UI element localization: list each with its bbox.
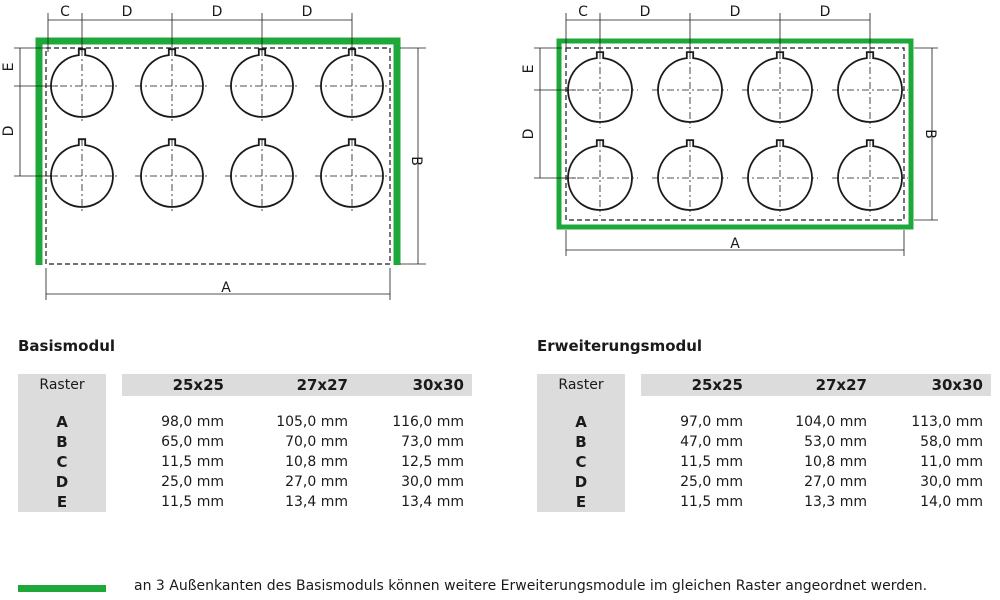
erw-dim-d1: D: [639, 4, 651, 20]
row-label: D: [18, 472, 106, 492]
erw-dim-d-vertical: D: [521, 128, 537, 140]
cell-value: 13,4 mm: [401, 494, 464, 510]
size-header: 27x27: [232, 374, 356, 396]
basis-cutouts: [45, 49, 389, 213]
cell-value: 14,0 mm: [920, 494, 983, 510]
row-label: C: [537, 452, 625, 472]
row-label: B: [18, 432, 106, 452]
cell-value: 27,0 mm: [285, 474, 348, 490]
basis-dim-d1: D: [121, 4, 133, 20]
basis-dim-c: C: [60, 4, 70, 20]
basismodul-title: Basismodul: [18, 337, 116, 355]
round-cutout: [832, 140, 908, 216]
table-row: [537, 452, 991, 472]
basismodul-table: [18, 374, 472, 512]
cell-value: 30,0 mm: [920, 474, 983, 490]
cell-value: 113,0 mm: [911, 414, 983, 430]
legend-text: an 3 Außenkanten des Basismoduls können weitere Erweiterungsmodule im gleichen Raster angeordnet werden.: [134, 578, 928, 594]
cell-value: 73,0 mm: [401, 434, 464, 450]
table-row: [537, 412, 991, 432]
basis-dim-a: A: [221, 280, 231, 296]
erw-module-outline: [566, 48, 904, 220]
basis-extension-edges: [39, 41, 397, 265]
cell-value: 11,5 mm: [161, 494, 224, 510]
round-cutout: [652, 140, 728, 216]
erw-dim-e: E: [521, 64, 537, 74]
row-label: A: [18, 412, 106, 432]
round-cutout: [832, 52, 908, 128]
round-cutout: [225, 49, 299, 123]
cell-value: 65,0 mm: [161, 434, 224, 450]
round-cutout: [135, 49, 209, 123]
cell-value: 10,8 mm: [285, 454, 348, 470]
basis-dim-d3: D: [301, 4, 313, 20]
size-header: 25x25: [122, 374, 232, 396]
erw-green-border: [559, 41, 911, 227]
table-row: [18, 452, 472, 472]
round-cutout: [652, 52, 728, 128]
erw-dim-c: C: [578, 4, 588, 20]
row-label: A: [537, 412, 625, 432]
erw-dim-a: A: [730, 236, 740, 252]
row-label: E: [537, 492, 625, 512]
cell-value: 47,0 mm: [680, 434, 743, 450]
raster-header: Raster: [18, 374, 106, 396]
basis-dim-d-vertical: D: [1, 125, 17, 137]
erw-dim-d2: D: [729, 4, 741, 20]
cell-value: 70,0 mm: [285, 434, 348, 450]
cell-value: 13,3 mm: [804, 494, 867, 510]
cell-value: 11,5 mm: [161, 454, 224, 470]
erw-dim-d3: D: [819, 4, 831, 20]
table-row: [18, 412, 472, 432]
legend-green-line: [18, 585, 106, 592]
basis-dim-d2: D: [211, 4, 223, 20]
cell-value: 30,0 mm: [401, 474, 464, 490]
table-row: [18, 492, 472, 512]
raster-header: Raster: [537, 374, 625, 396]
cell-value: 98,0 mm: [161, 414, 224, 430]
round-cutout: [315, 139, 389, 213]
cell-value: 104,0 mm: [795, 414, 867, 430]
cell-value: 11,5 mm: [680, 494, 743, 510]
cell-value: 25,0 mm: [161, 474, 224, 490]
round-cutout: [225, 139, 299, 213]
cell-value: 25,0 mm: [680, 474, 743, 490]
cell-value: 11,0 mm: [920, 454, 983, 470]
size-header: 30x30: [356, 374, 472, 396]
cell-value: 116,0 mm: [392, 414, 464, 430]
cell-value: 58,0 mm: [920, 434, 983, 450]
size-header: 25x25: [641, 374, 751, 396]
table-row: [537, 492, 991, 512]
cell-value: 105,0 mm: [276, 414, 348, 430]
erweiterungsmodul-title: Erweiterungsmodul: [537, 337, 703, 355]
table-row: [18, 432, 472, 452]
cell-value: 10,8 mm: [804, 454, 867, 470]
round-cutout: [742, 140, 818, 216]
row-label: C: [18, 452, 106, 472]
erw-cutouts: [562, 52, 908, 216]
round-cutout: [742, 52, 818, 128]
row-label: D: [537, 472, 625, 492]
table-row: [537, 432, 991, 452]
cell-value: 11,5 mm: [680, 454, 743, 470]
cell-value: 97,0 mm: [680, 414, 743, 430]
cell-value: 53,0 mm: [804, 434, 867, 450]
basis-dim-e: E: [1, 62, 17, 72]
erw-dim-b: B: [922, 129, 938, 139]
basis-dim-b: B: [408, 156, 424, 166]
erweiterungsmodul-table: [537, 374, 991, 512]
basismodul-drawing: [1, 4, 426, 300]
size-header: 30x30: [875, 374, 991, 396]
cell-value: 13,4 mm: [285, 494, 348, 510]
table-row: [537, 472, 991, 492]
round-cutout: [315, 49, 389, 123]
cell-value: 27,0 mm: [804, 474, 867, 490]
size-header: 27x27: [751, 374, 875, 396]
row-label: B: [537, 432, 625, 452]
round-cutout: [135, 139, 209, 213]
table-row: [18, 472, 472, 492]
row-label: E: [18, 492, 106, 512]
erweiterungsmodul-drawing: [521, 4, 938, 256]
cell-value: 12,5 mm: [401, 454, 464, 470]
basis-module-outline: [46, 48, 390, 264]
